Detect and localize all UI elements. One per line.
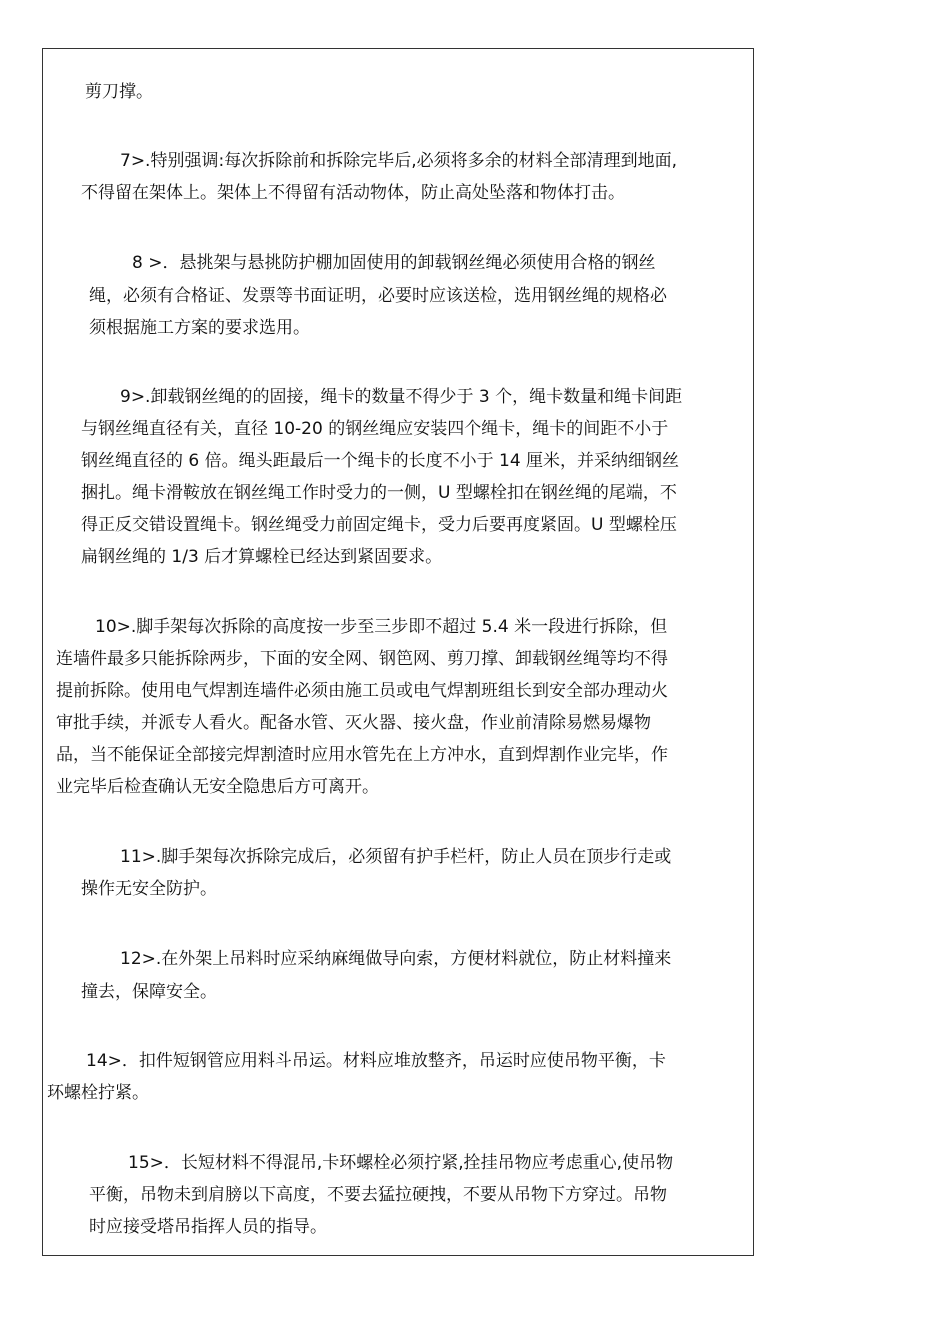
text-line: 提前拆除。使用电气焊割连墙件必须由施工员或电气焊割班组长到安全部办理动火 — [56, 681, 668, 701]
text-line: 操作无安全防护。 — [81, 879, 217, 899]
text-line: 12>.在外架上吊料时应采纳麻绳做导向索，方便材料就位，防止材料撞来 — [120, 949, 672, 969]
text-line: 平衡，吊物未到肩膀以下高度，不要去猛拉硬拽，不要从吊物下方穿过。吊物 — [89, 1185, 667, 1205]
text-line: 绳，必须有合格证、发票等书面证明，必要时应该送检，选用钢丝绳的规格必 — [89, 286, 667, 306]
text-line: 审批手续，并派专人看火。配备水管、灭火器、接火盘，作业前清除易燃易爆物 — [56, 713, 651, 733]
text-line: 时应接受塔吊指挥人员的指导。 — [89, 1217, 327, 1237]
text-line: 钢丝绳直径的 6 倍。绳头距最后一个绳卡的长度不小于 14 厘米，并采纳细钢丝 — [81, 451, 680, 471]
text-line: 14>．扣件短钢管应用料斗吊运。材料应堆放整齐，吊运时应使吊物平衡，卡 — [86, 1051, 666, 1071]
text-line: 15>．长短材料不得混吊,卡环螺栓必须拧紧,拴挂吊物应考虑重心,使吊物 — [128, 1153, 674, 1173]
text-line: 9>.卸载钢丝绳的的固接，绳卡的数量不得少于 3 个，绳卡数量和绳卡间距 — [120, 387, 683, 407]
text-line: 8 >．悬挑架与悬挑防护棚加固使用的卸载钢丝绳必须使用合格的钢丝 — [132, 253, 656, 273]
text-line: 须根据施工方案的要求选用。 — [89, 318, 310, 338]
text-line: 10>.脚手架每次拆除的高度按一步至三步即不超过 5.4 米一段进行拆除，但 — [95, 617, 668, 637]
text-line: 捆扎。绳卡滑鞍放在钢丝绳工作时受力的一侧，U 型螺栓扣在钢丝绳的尾端，不 — [81, 483, 677, 503]
text-line: 扁钢丝绳的 1/3 后才算螺栓已经达到紧固要求。 — [81, 547, 443, 567]
text-line: 不得留在架体上。架体上不得留有活动物体，防止高处坠落和物体打击。 — [81, 183, 625, 203]
text-line: 连墙件最多只能拆除两步，下面的安全网、钢笆网、剪刀撑、卸载钢丝绳等均不得 — [56, 649, 668, 669]
text-line: 7>.特别强调:每次拆除前和拆除完毕后,必须将多余的材料全部清理到地面, — [120, 151, 677, 171]
text-line: 与钢丝绳直径有关，直径 10-20 的钢丝绳应安装四个绳卡，绳卡的间距不小于 — [81, 419, 669, 439]
text-line: 品，当不能保证全部接完焊割渣时应用水管先在上方冲水，直到焊割作业完毕，作 — [56, 745, 668, 765]
text-line: 得正反交错设置绳卡。钢丝绳受力前固定绳卡，受力后要再度紧固。U 型螺栓压 — [81, 515, 677, 535]
text-line: 业完毕后检查确认无安全隐患后方可离开。 — [56, 777, 379, 797]
text-line: 撞去，保障安全。 — [81, 982, 217, 1002]
text-line: 环螺栓拧紧。 — [47, 1083, 149, 1103]
text-line: 11>.脚手架每次拆除完成后，必须留有护手栏杆，防止人员在顶步行走或 — [120, 847, 672, 867]
text-line: 剪刀撑。 — [85, 82, 153, 102]
